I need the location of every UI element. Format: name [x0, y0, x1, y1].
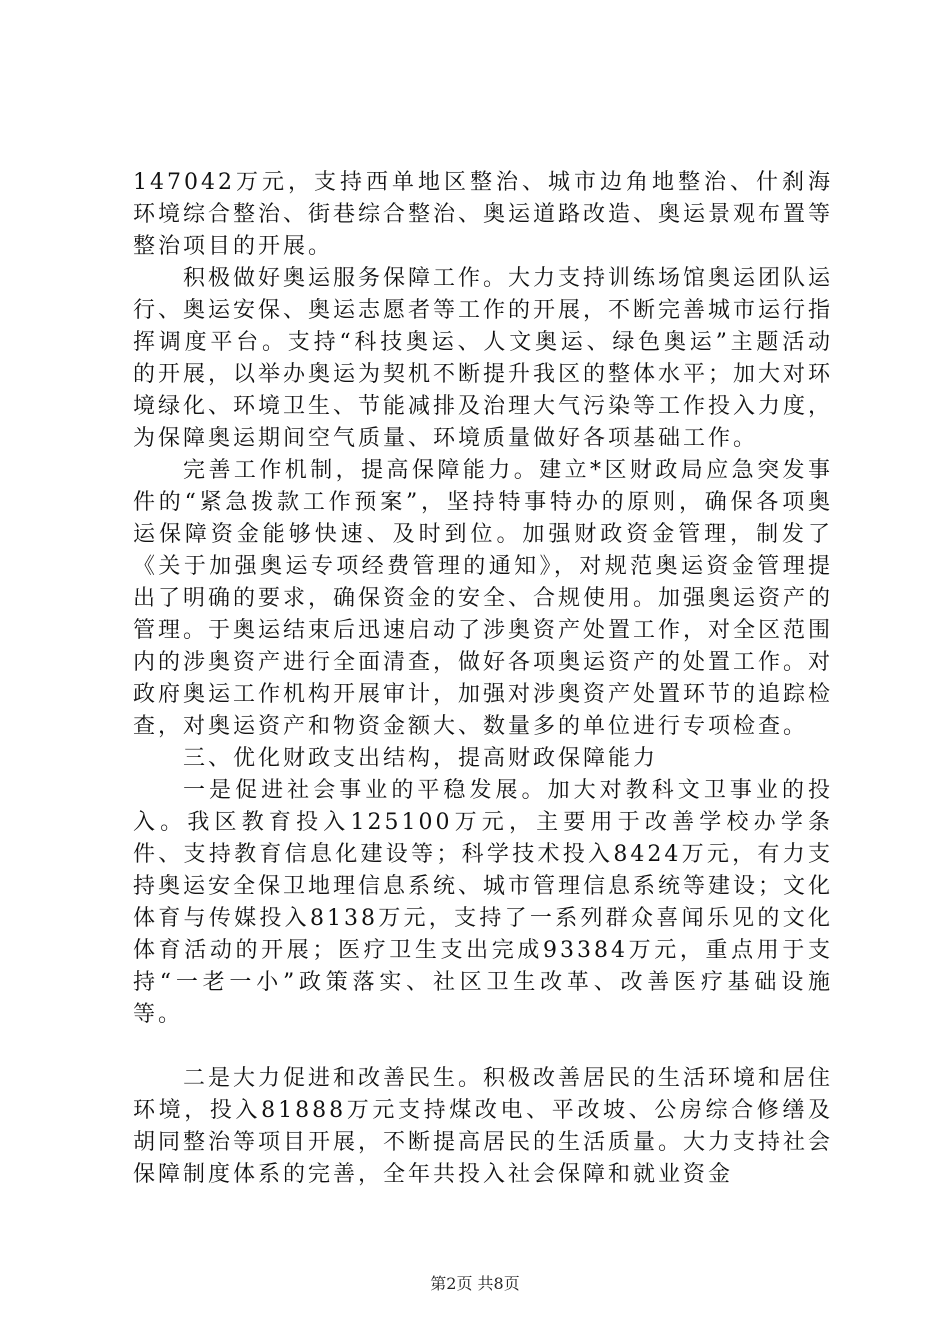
section-heading-3: 三、优化财政支出结构，提高财政保障能力: [183, 746, 659, 771]
paragraph-olympic-service: 积极做好奥运服务保障工作。大力支持训练场馆奥运团队运行、奥运安保、奥运志愿者等工作的开展，不断完善城市运行指挥调度平台。支持“科技奥运、人文奥运、绿色奥运”主题活动的开展，以举办奥运为契机不断提升我区的整体水平；加大对环境绿化、环境卫生、节能减排及治理大气污染等工作投入力度，为保障奥运期间空气质量、环境质量做好各项基础工作。: [133, 266, 834, 451]
paragraph-livelihood: 二是大力促进和改善民生。积极改善居民的生活环境和居住环境，投入81888万元支持煤改电、平改坡、公房综合修缮及胡同整治等项目开展，不断提高居民的生活质量。大力支持社会保障制度体系的完善，全年共投入社会保障和就业资金: [133, 1066, 834, 1187]
paragraph-social-development: 一是促进社会事业的平稳发展。加大对教科文卫事业的投入。我区教育投入125100万元，主要用于改善学校办学条件、支持教育信息化建设等；科学技术投入8424万元，有力支持奥运安全保卫地理信息系统、城市管理信息系统等建设；文化体育与传媒投入8138万元，支持了一系列群众喜闻乐见的文化体育活动的开展；医疗卫生支出完成93384万元，重点用于支持“一老一小”政策落实、社区卫生改革、改善医疗基础设施等。: [133, 778, 834, 1027]
paragraph-work-mechanism: 完善工作机制，提高保障能力。建立*区财政局应急突发事件的“紧急拨款工作预案”，坚持特事特办的原则，确保各项奥运保障资金能够快速、及时到位。加强财政资金管理，制发了《关于加强奥运专项经费管理的通知》，对规范奥运资金管理提出了明确的要求，确保资金的安全、合规使用。加强奥运资产的管理。于奥运结束后迅速启动了涉奥资产处置工作，对全区范围内的涉奥资产进行全面清查，做好各项奥运资产的处置工作。对政府奥运工作机构开展审计，加强对涉奥资产处置环节的追踪检查，对奥运资产和物资金额大、数量多的单位进行专项检查。: [133, 458, 834, 739]
paragraph-continuation: 147042万元，支持西单地区整治、城市边角地整治、什刹海环境综合整治、街巷综合整治、奥运道路改造、奥运景观布置等整治项目的开展。: [133, 170, 834, 259]
document-body: [133, 167, 833, 1191]
page-number-footer: 第2页 共8页: [430, 1274, 520, 1293]
